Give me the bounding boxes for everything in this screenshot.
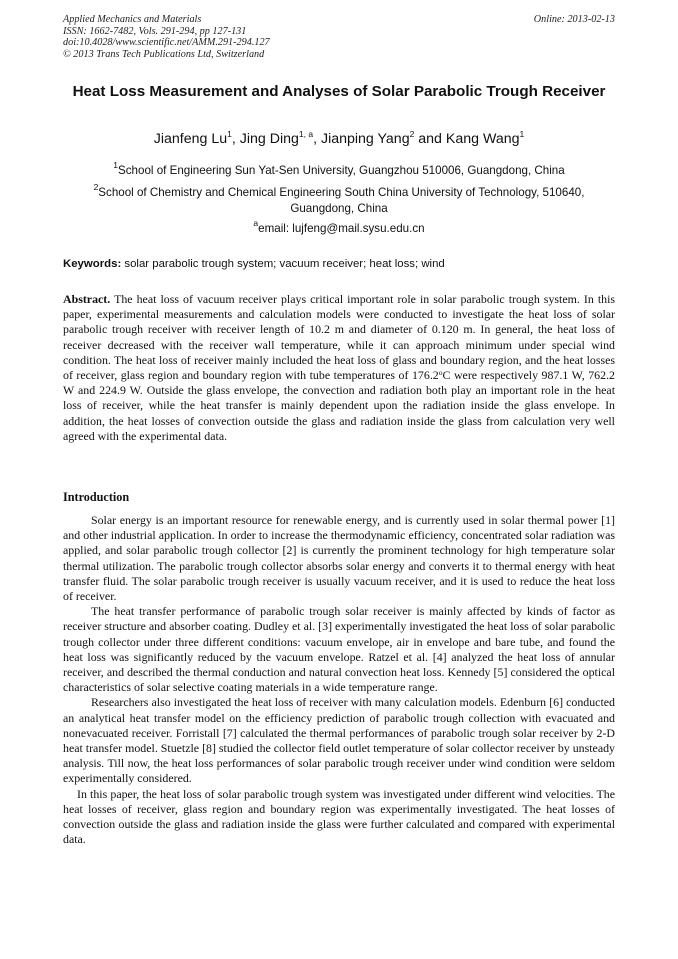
affiliation-2 [63, 182, 615, 217]
affiliation-mark: 2 [93, 182, 99, 192]
paragraph: Solar energy is an important resource for renewable energy, and is currently used in solar thermal power [1] and other industrial application. In order to increase the thermodynamic efficiency, concentrated solar radiation was applied, and solar parabolic trough collector [2] is currently the prominent technology for high temperature solar thermal utilization. The parabolic trough collector absorbs solar energy and converts it to thermal energy with heat transfer fluid. The solar parabolic trough receiver is usually vacuum receiver, and it is used to reduce the heat loss of receiver. [63, 513, 615, 604]
author-name: Jing Ding [239, 131, 299, 147]
author-separator: , [231, 131, 240, 147]
affiliation-text: School of Engineering Sun Yat-Sen University, Guangzhou 510006, Guangdong, China [118, 164, 565, 177]
author-separator: , [313, 131, 321, 147]
keywords-text: solar parabolic trough system; vacuum receiver; heat loss; wind [121, 258, 445, 270]
journal-issn: ISSN: 1662-7482, Vols. 291-294, pp 127-131 [63, 25, 247, 37]
author-name: Kang Wang [445, 131, 520, 147]
author-separator: and [414, 131, 446, 147]
section-heading-introduction: Introduction [63, 490, 130, 504]
paragraph: The heat transfer performance of parabolic trough solar receiver is mainly affected by kinds of factor as receiver structure and absorber coating. Dudley et al. [3] experimentally investigated the heat loss of solar parabolic trough collector under three different conditions: vacuum envelope, air in envelope and bare tube, and found the heat loss was significantly reduced by the vacuum envelope. Ratzel et al. [4] analyzed the heat loss of annular receiver, and described the thermal conduction and natural convection heat loss. Kennedy [5] considered the optical characteristics of solar selective coating materials in a wide temperature range. [63, 604, 615, 695]
journal-name: Applied Mechanics and Materials [63, 14, 202, 25]
abstract-text: The heat loss of vacuum receiver plays critical important role in solar parabolic trough system. In this paper, experimental measurements and calculation models were conducted to investigate the heat loss of solar parabolic trough receiver with receiver length of 10.2 m and diameter of 0.120 m. In general, the heat loss of receiver decreased with the receiver wall temperature, while it can approach minimum under special wind condition. The heat loss of receiver mainly included the heat loss of glass and boundary region, and the heat losses of receiver, glass region and boundary region with tube temperatures of 176.2 [63, 292, 615, 383]
abstract-text: C were respectively 987.1 W, 762.2 W and 224.9 W. Outside the glass envelope, the convection and radiation both play an important role in the heat loss of receiver, while the heat transfer is mainly dependent upon the radiation inside the glass envelope. In addition, the heat losses of convection outside the glass and radiation inside the glass from calculation very well agreed with the experimental data. [63, 368, 615, 443]
email-mark: a [253, 218, 259, 228]
journal-copyright: © 2013 Trans Tech Publications Ltd, Switzerland [63, 48, 265, 60]
author-affiliation-mark: 1 [227, 129, 232, 139]
introduction-body [63, 513, 615, 847]
paragraph: In this paper, the heat loss of solar parabolic trough system was investigated under different wind velocities. The heat losses of receiver, glass region and boundary region was experimentally investigated. The heat losses of convection outside the glass and radiation inside the glass were further calculated and compared with experimental data. [63, 786, 615, 847]
author-affiliation-mark: 1 [519, 129, 525, 139]
keywords-label: Keywords: [63, 258, 122, 270]
paragraph: Researchers also investigated the heat loss of receiver with many calculation models. Edenburn [6] conducted an analytical heat transfer model on the efficiency prediction of parabolic trough collection with evacuated and nonevacuated receiver. Forristall [7] calculated the thermal performances of parabolic trough solar receiver by 2-D heat transfer model. Stuetzle [8] studied the collector field outlet temperature of solar collector receiver by unsteady analysis. Till now, the heat loss performances of solar parabolic trough receiver under wind condition were seldom experimentally considered. [63, 695, 615, 786]
affiliation-1 [63, 160, 615, 179]
abstract [63, 292, 615, 444]
keywords [63, 256, 615, 272]
email-text[interactable]: email: lujfeng@mail.sysu.edu.cn [258, 222, 425, 235]
author-list [63, 130, 615, 148]
journal-header [63, 14, 270, 60]
abstract-label: Abstract. [63, 292, 111, 306]
online-date: Online: 2013-02-13 [533, 14, 615, 25]
corresponding-email [63, 218, 615, 237]
author-name: Jianping Yang [320, 131, 410, 147]
author-affiliation-mark: 1, a [298, 129, 314, 139]
author-affiliation-mark: 2 [409, 129, 415, 139]
paper-title: Heat Loss Measurement and Analyses of Solar Parabolic Trough Receiver [72, 83, 606, 100]
journal-doi[interactable]: doi:10.4028/www.scientific.net/AMM.291-294.127 [63, 37, 270, 49]
author-name: Jianfeng Lu [153, 131, 228, 147]
degree-mark: o [438, 368, 443, 378]
affiliation-mark: 1 [113, 160, 119, 170]
affiliation-text: School of Chemistry and Chemical Engineering South China University of Technology, 510640, Guangdong, China [98, 186, 585, 215]
